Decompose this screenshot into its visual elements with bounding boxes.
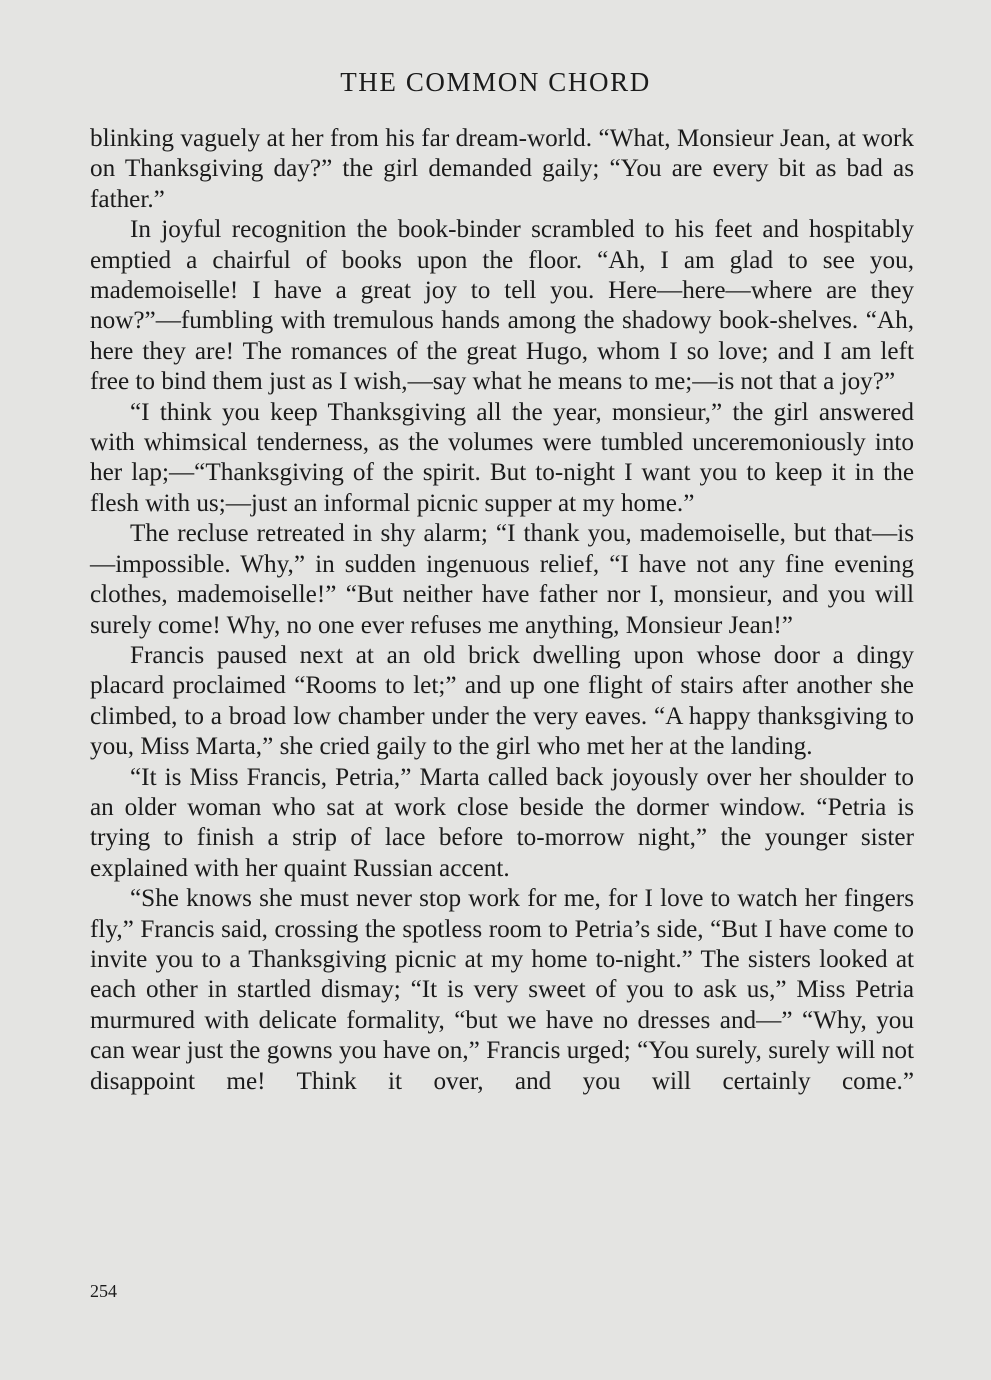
paragraph-4: The recluse retreated in shy alarm; “I thank you, mademoiselle, but that—is—impossible. Why,” in sudden ingenuous relief, “I have not any fine evening clothes, mademoiselle!” “But neither have father nor I, monsieur, and you will surely come! Why, no one ever refuses me anything, Monsieur Jean!”: [90, 520, 914, 639]
paragraph-6: “It is Miss Francis, Petria,” Marta called back joyously over her shoulder to an older woman who sat at work close beside the dormer window. “Petria is trying to finish a strip of lace before to-morrow night,” the younger sister explained with her quaint Russian accent.: [90, 763, 914, 882]
body-text: [90, 124, 914, 1097]
paragraph-2: In joyful recognition the book-binder scrambled to his feet and hospitably emptied a chairful of books upon the floor. “Ah, I am glad to see you, mademoiselle! I have a great joy to tell you. Here—here—where are they now?”—fumbling with tremulous hands among the shadowy book-shelves. “Ah, here they are! The romances of the great Hugo, whom I so love; and I am left free to bind them just as I wish,—say what he means to me;—is not that a joy?”: [90, 216, 914, 396]
paragraph-3: “I think you keep Thanksgiving all the year, monsieur,” the girl answered with whimsical tenderness, as the volumes were tumbled unceremoniously into her lap;—“Thanksgiving of the spirit. But to-night I want you to keep it in the flesh with us;—just an informal picnic supper at my home.”: [90, 398, 914, 517]
running-head: THE COMMON CHORD: [340, 67, 651, 97]
paragraph-7: “She knows she must never stop work for me, for I love to watch her fingers fly,” Francis said, crossing the spotless room to Petria’s side, “But I have come to invite you to a Thanksgiving picnic at my home to-night.” The sisters looked at each other in startled dismay; “It is very sweet of you to ask us,” Miss Petria murmured with delicate formality, “but we have no dresses and—” “Why, you can wear just the gowns you have on,” Francis urged; “You surely, surely will not disappoint me! Think it over, and you will certainly come.”: [90, 885, 914, 1095]
page-number: 254: [90, 1281, 117, 1301]
paragraph-5: Francis paused next at an old brick dwelling upon whose door a dingy placard proclaimed “Rooms to let;” and up one flight of stairs after another she climbed, to a broad low chamber under the very eaves. “A happy thanksgiving to you, Miss Marta,” she cried gaily to the girl who met her at the landing.: [90, 641, 914, 761]
paragraph-1: blinking vaguely at her from his far dream-world. “What, Monsieur Jean, at work on Thanksgiving day?” the girl demanded gaily; “You are every bit as bad as father.”: [90, 125, 914, 213]
